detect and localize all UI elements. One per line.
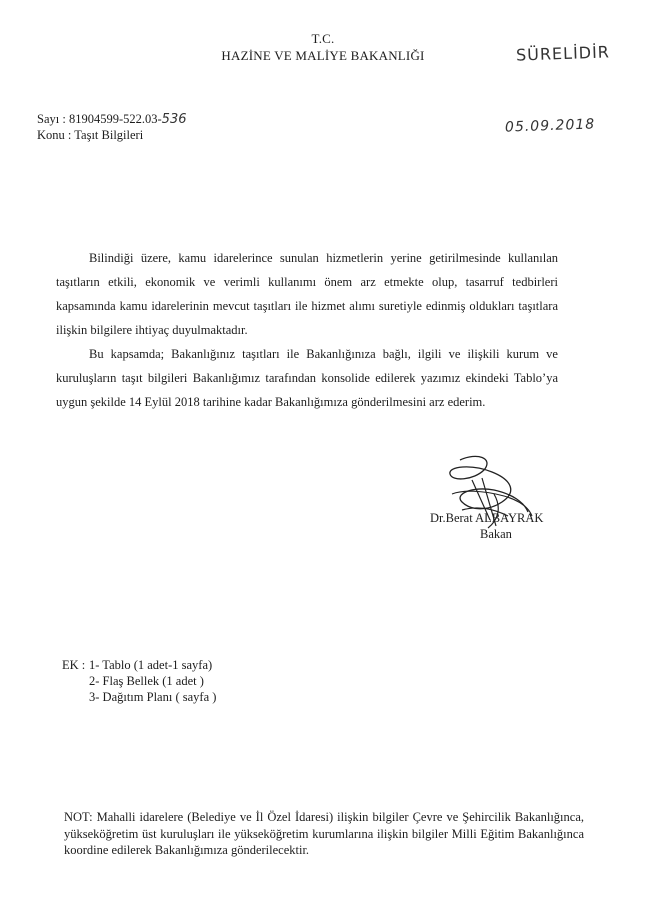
header-ministry: HAZİNE VE MALİYE BAKANLIĞI [221,48,425,63]
paragraph-2-text: Bu kapsamda; Bakanlığınız taşıtları ile Bakanlığınıza bağlı, ilgili ve ilişkili kurum ve kuruluşların taşıt bilgileri Bakanlığımız tarafından konsolide edilerek yazımız ekindeki Tablo’ya uygun şekilde 14 Eylül 2018 tarihine kadar Bakanlığımıza gönderilmesini arz ederim. [56,347,558,409]
note-text: Mahalli idarelere (Belediye ve İl Özel İdaresi) ilişkin bilgiler Çevre ve Şehircilik Bakanlığınca, yükseköğretim üst kuruluşları ile yükseköğretim kurumlarına ilişkin bilgiler Milli Eğitim Bakanlığınca koordine edilerek Bakanlığımıza gönderilecektir. [64,810,585,857]
note-label: NOT: [64,810,93,824]
signatory-name: Dr.Berat ALBAYRAK [430,511,544,525]
signatory-title: Bakan [480,527,512,541]
attachment-item-1: 1- Tablo (1 adet-1 sayfa) [89,658,213,672]
paragraph-1-text: Bilindiği üzere, kamu idarelerince sunulan hizmetlerin yerine getirilmesinde kullanılan taşıtların etkili, ekonomik ve verimli kullanımı önem arz etmekte olup, tasarruf tedbirleri kapsamında kamu idarelerinin mevcut taşıtları ile hizmet alımı suretiyle edinmiş oldukları taşıtlara ilişkin bilgilere ihtiyaç duyulmaktadır. [56,251,558,337]
attachment-item-2: 2- Flaş Bellek (1 adet ) [89,674,204,688]
konu-value: : Taşıt Bilgileri [67,128,144,142]
konu-row [37,127,143,143]
body-paragraph-1 [56,246,558,342]
konu-label: Konu [37,128,65,142]
date-handwritten: 05.09.2018 [504,116,596,136]
body-paragraph-2 [56,342,558,414]
sayi-row [37,111,187,128]
attachment-item-3: 3- Dağıtım Planı ( sayfa ) [89,690,217,704]
sayi-label: Sayı [37,112,60,126]
footer-note [64,809,584,859]
attachments-label: EK : [62,658,86,672]
sayi-value: : 81904599-522.03- [62,112,162,126]
stamp-surelidir: SÜRELİDİR [515,42,611,65]
sayi-handwritten: 536 [161,112,187,127]
header-tc: T.C. [311,31,335,46]
